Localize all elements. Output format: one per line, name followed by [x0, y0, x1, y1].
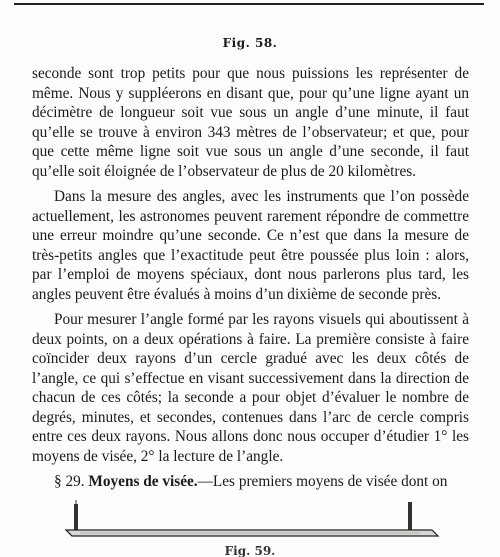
section-number: § 29.	[54, 473, 85, 490]
paragraph-2: Dans la mesure des angles, avec les instruments que l’on possède actuellement, les astronomes peuvent rarement répondre de commettre une erreur moindre qu’une seconde. Ce n’est que dans la mesure de très-petits angles que l’exactitude peut être poussée plus loin : alors, par l’emploi de moyens spéciaux, dont nous parlerons plus tard, les angles peuvent être évalués à moins d’un dixième de seconde près.	[32, 188, 469, 303]
figure-caption-top: Fig. 58.	[222, 36, 278, 50]
paragraph-3: Pour mesurer l’angle formé par les rayons visuels qui aboutissent à deux points, on a deux opérations à faire. La première consiste à faire coïncider deux rayons d’un cercle gradué avec les deux côtés de l’angle, ce qui s’effectue en visant successivement dans la direction de chacun de ces côtés; la seconde a pour objet d’évaluer le nombre de degrés, minutes, et secondes, contenues dans l’arc de cercle compris entre ces deux rayons. Nous allons donc nous occuper d’étudier 1° les moyens de visée, 2° la lecture de l’angle.	[32, 311, 469, 465]
top-rule	[14, 3, 484, 5]
section-lead-text: —Les premiers moyens de visée dont on	[197, 473, 448, 490]
paragraph-1: seconde sont trop petits pour que nous puissions les représenter de même. Nous y suppléerons en disant que, pour qu’une ligne ayant un décimètre de longueur soit vue sous un angle d’une minute, il faut qu’elle se trouve à environ 343 mètres de l’observateur; et que, pour que cette même ligne soit vue sous un angle d’une seconde, il faut qu’elle soit éloignée de l’observateur de plus de 20 kilomètres.	[32, 65, 469, 180]
section-title: Moyens de visée.	[88, 473, 198, 490]
page-body	[32, 64, 469, 492]
sight-rule-illustration	[60, 500, 440, 540]
section-heading-line	[32, 472, 469, 492]
figure-caption-bottom: Fig. 59.	[224, 544, 276, 557]
